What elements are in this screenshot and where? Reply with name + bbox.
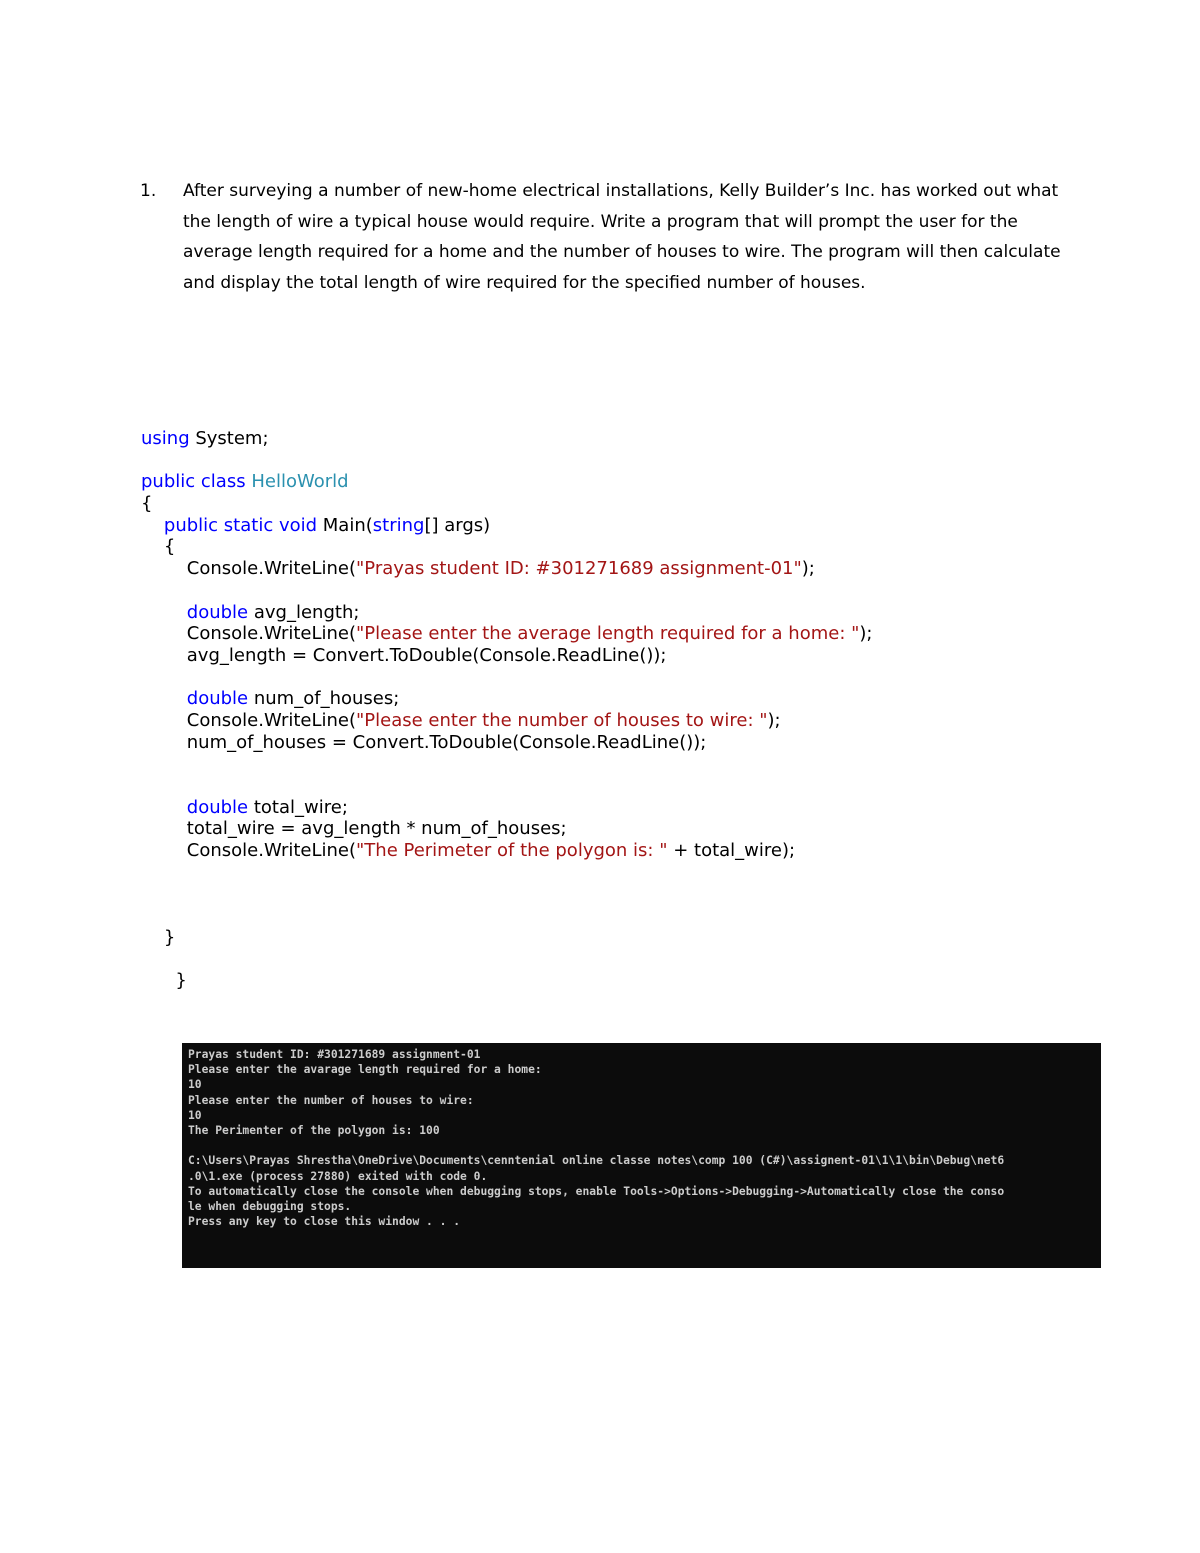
code-text: { [141,536,176,558]
code-line [141,580,873,602]
code-text: Console.WriteLine( [141,840,357,862]
code-string: "Please enter the average length required for a home: " [356,623,860,645]
code-text: { [141,493,153,515]
code-keyword: public [141,471,196,493]
console-line: Please enter the avarage length required for a home: [188,1063,542,1077]
code-line [141,602,873,624]
code-line [141,450,873,472]
code-text: ); [767,709,781,731]
console-line: C:\Users\Prayas Shrestha\OneDrive\Documents\cenntenial online classe notes\comp 100 (C#)\assignent-01\1\1\bin\Debug\net6 [188,1154,1005,1168]
code-line [141,667,873,689]
code-text: Console.WriteLine( [141,709,357,731]
console-line: Press any key to close this window . . . [188,1215,461,1229]
code-text: } [141,970,187,992]
console-line: le when debugging stops. [188,1199,352,1213]
code-keyword: using [141,428,190,449]
code-line [141,623,873,645]
code-keyword: public [163,514,219,536]
code-line [141,797,873,819]
code-keyword: double [186,688,249,710]
code-string: "Prayas student ID: #301271689 assignment-01" [356,558,802,580]
code-line [141,927,873,949]
code-string: "The Perimeter of the polygon is: " [356,840,668,862]
code-class-name: HelloWorld [251,471,349,493]
code-keyword: class [200,471,246,493]
code-text: avg_length = Convert.ToDouble(Console.ReadLine()); [141,644,667,666]
console-line: The Perimenter of the polygon is: 100 [188,1123,440,1137]
code-line [141,970,873,992]
console-line: Please enter the number of houses to wire: [188,1093,474,1107]
code-text [141,602,187,623]
code-text: ); [859,623,873,645]
code-line [141,493,873,515]
question-number: 1. [140,181,157,201]
console-line: 10 [188,1108,202,1122]
code-text: num_of_houses; [248,688,400,710]
console-line: 10 [188,1078,202,1092]
code-line [141,840,873,862]
code-keyword: string [372,514,425,536]
code-line [141,645,873,667]
console-line: Prayas student ID: #301271689 assignment-01 [188,1048,481,1061]
code-line [141,862,873,884]
console-line [188,1138,1101,1153]
code-line [141,688,873,710]
code-text: + total_wire); [667,840,796,862]
code-text: } [141,926,176,948]
question-text: After surveying a number of new-home electrical installations, Kelly Builder’s Inc. has worked out what the length of wire a typical house would require. Write a program that will prompt the user for the average length required for a home and the number of houses to wire. The program will then calculate and display the total length of wire required for the specified number of houses. [183,181,1061,293]
code-text: Console.WriteLine( [141,558,357,580]
code-line [141,558,873,580]
code-text: Console.WriteLine( [141,623,357,645]
console-output-window [182,1043,1101,1268]
code-text [141,515,164,536]
code-line [141,753,873,775]
code-line [141,536,873,558]
code-text: total_wire = avg_length * num_of_houses; [141,818,567,840]
code-line [141,949,873,971]
code-keyword: static [223,514,274,536]
code-text: total_wire; [248,796,348,818]
code-line [141,883,873,905]
code-line [141,818,873,840]
code-line [141,428,873,450]
code-text: avg_length; [248,601,360,623]
code-line [141,905,873,927]
code-line [141,775,873,797]
console-line: .0\1.exe (process 27880) exited with code 0. [188,1169,488,1183]
code-keyword: void [278,514,318,536]
code-line [141,732,873,754]
code-text: System; [189,428,269,449]
code-text [141,797,187,818]
code-line [141,471,873,493]
code-keyword: double [186,796,249,818]
code-string: "Please enter the number of houses to wire: " [356,709,768,731]
code-line [141,710,873,732]
code-text [141,688,187,709]
code-keyword: double [186,601,249,623]
code-text: Main( [317,514,373,536]
code-line [141,515,873,537]
code-text: ); [801,558,815,580]
code-listing [141,428,873,992]
code-text: [] args) [424,514,491,536]
code-text: num_of_houses = Convert.ToDouble(Console.ReadLine()); [141,731,707,753]
question-block [140,176,1080,298]
console-line: To automatically close the console when debugging stops, enable Tools->Options->Debugging->Automatically close the conso [188,1184,1005,1198]
